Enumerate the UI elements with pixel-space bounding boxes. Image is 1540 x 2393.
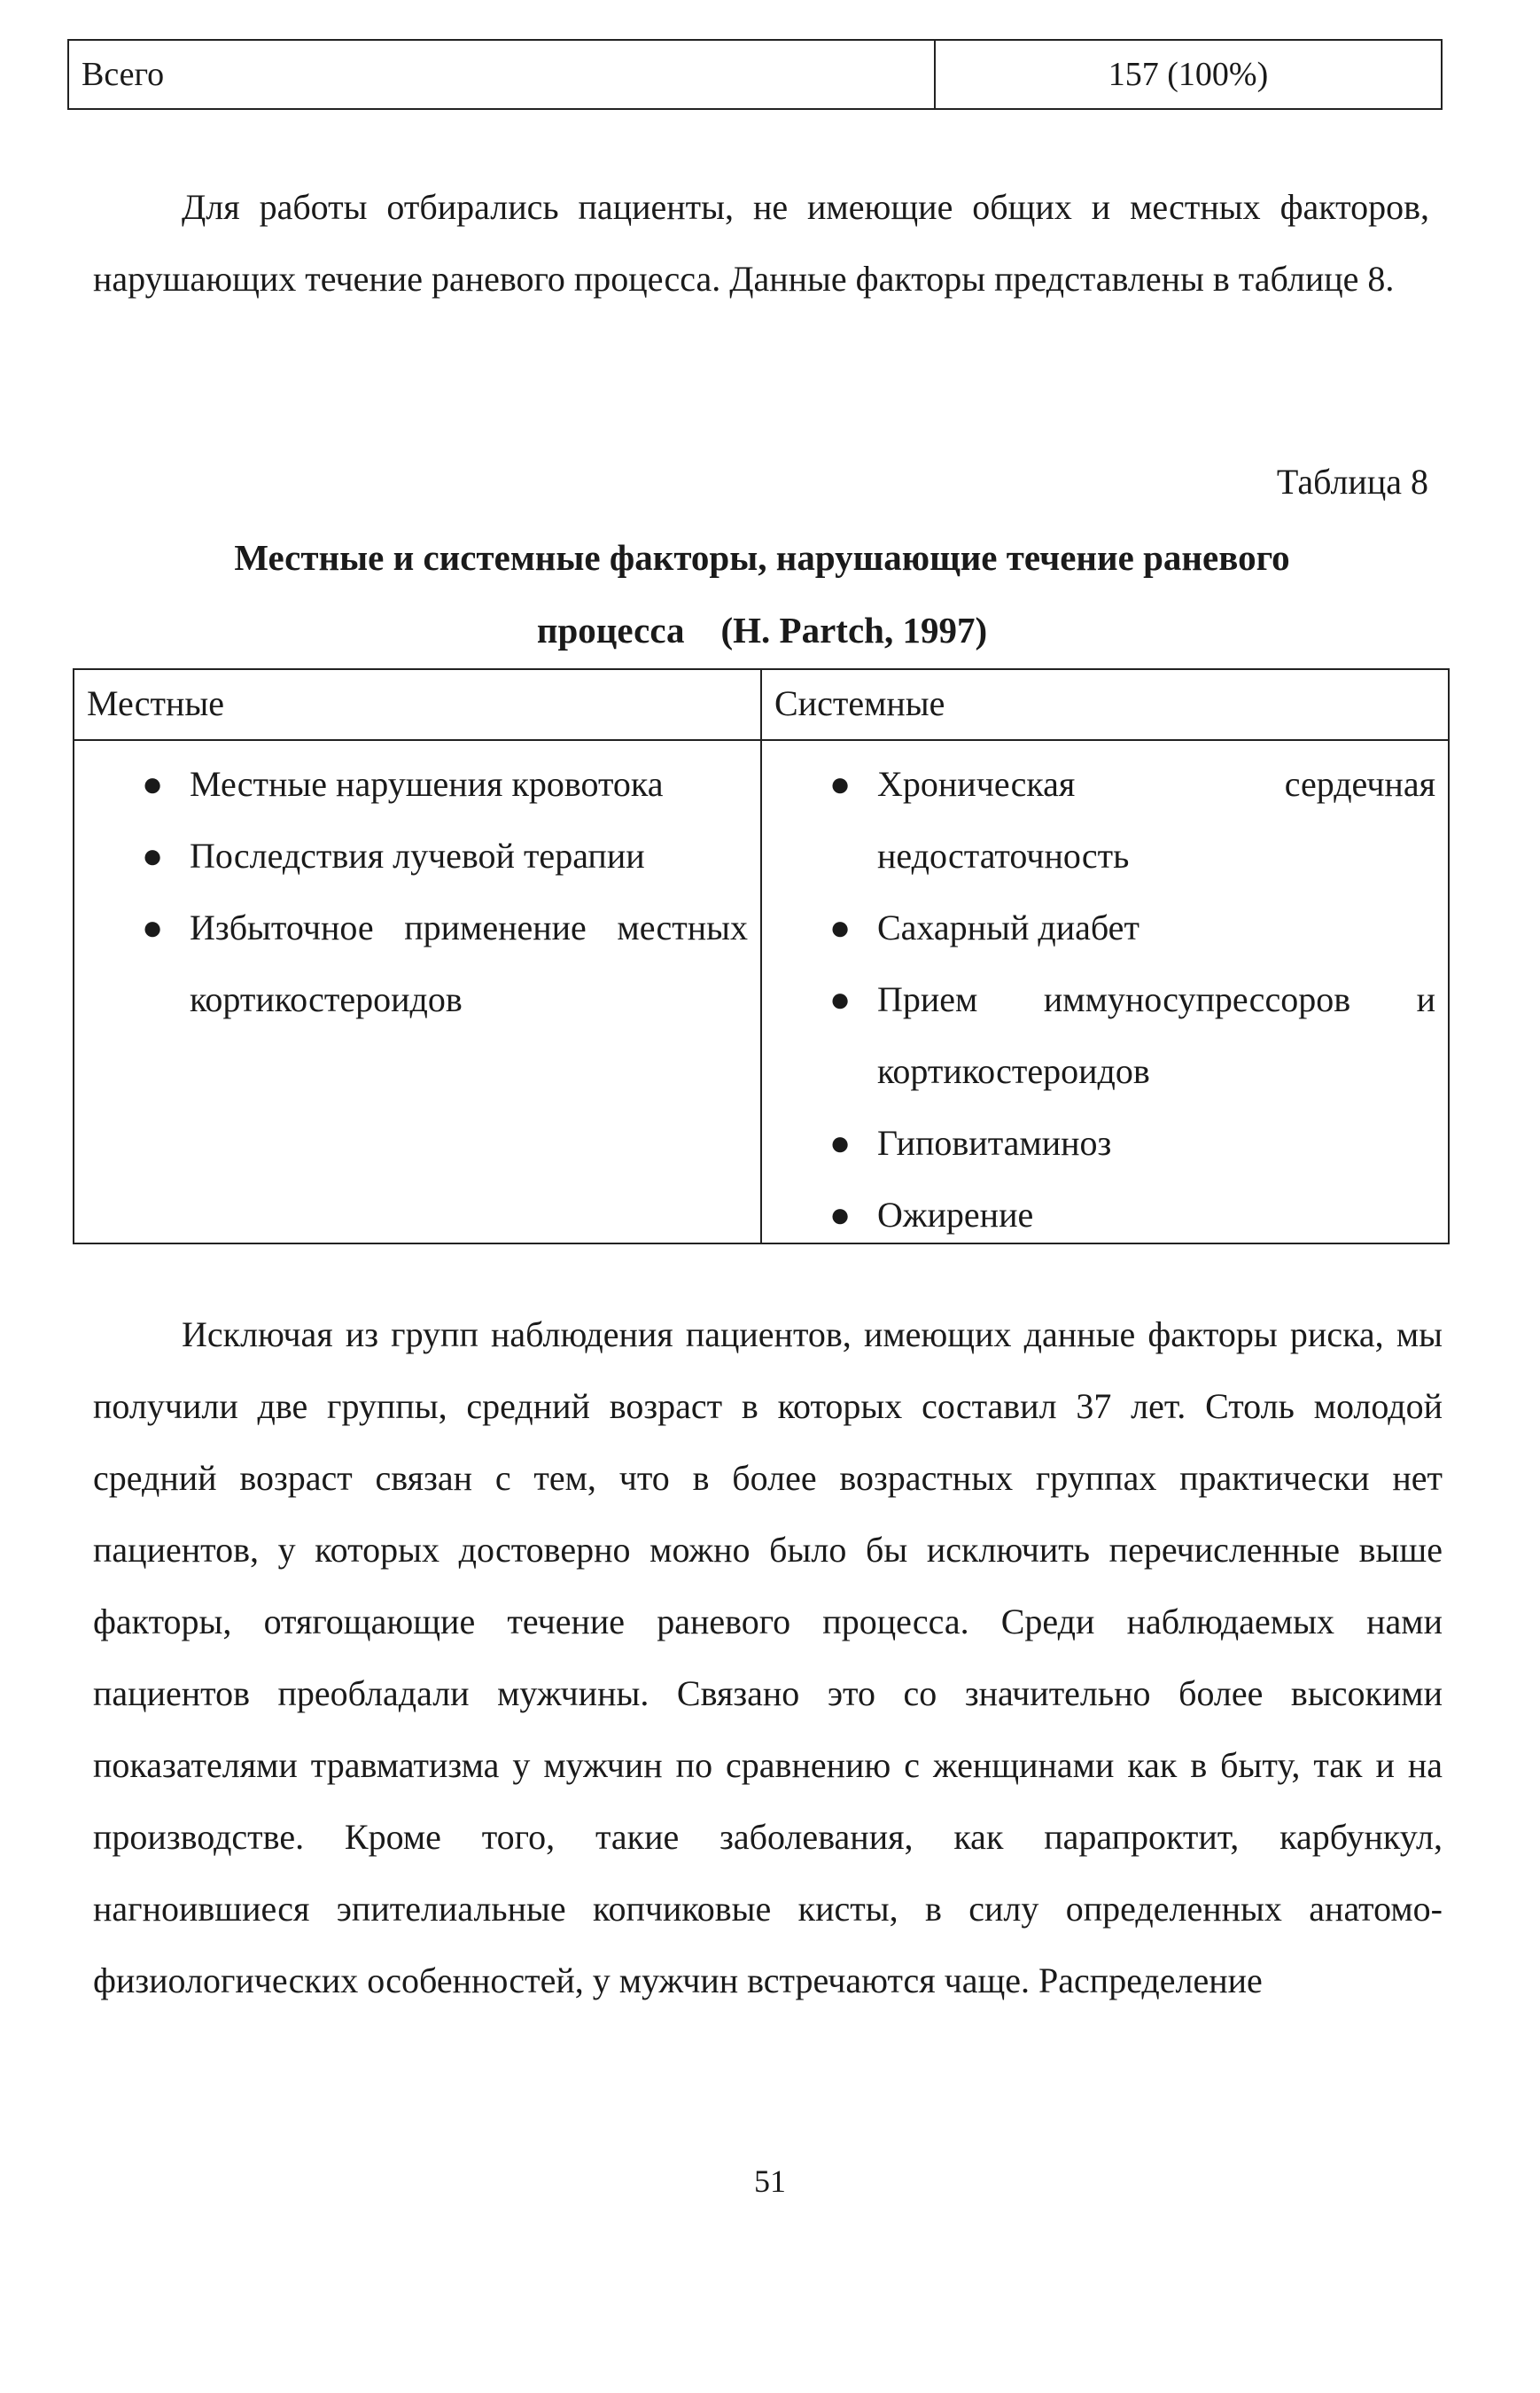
list-item: ● Избыточное применение местных кортикостероидов [87,892,748,1035]
systemic-factors-list [762,741,1448,1251]
header-systemic: Системные [774,683,945,723]
local-factors-column [74,741,762,1243]
paragraph-main: Исключая из групп наблюдения пациентов, имеющих данные факторы риска, мы получили две группы, средний возраст в которых составил 37 лет. Столь молодой средний возраст связан с тем, что в более возрастных группах практически нет пациентов, у которых достоверно можно было бы исключить перечисленные выше факторы, отягощающие течение раневого процесса. Среди наблюдаемых нами пациентов преобладали мужчины. Связано это со значительно более высокими показателями травматизма у мужчин по сравнению с женщинами как в быту, так и на производстве. Кроме того, такие заболевания, как парапроктит, карбункул, нагноившиеся эпителиальные копчиковые кисты, в силу определенных анатомо-физиологических особенностей, у мужчин встречаются чаще. Распределение [93,1314,1443,2000]
table-title-line-2: процесса (H. Partch, 1997) [536,610,988,651]
bullet-icon: ● [142,836,164,876]
paragraph-intro: Для работы отбирались пациенты, не имеющие общих и местных факторов, нарушающих течение раневого процесса. Данные факторы представлены в таблице 8. [93,187,1429,299]
bullet-icon: ● [829,1123,852,1163]
list-item: ● Сахарный диабет [774,892,1435,963]
summary-value: 157 (100%) [1108,56,1269,93]
bullet-icon: ● [142,908,164,947]
list-item: ● Ожирение [774,1179,1435,1251]
bullet-icon: ● [829,908,852,947]
page-number: 51 [754,2163,786,2199]
table-title [124,521,1400,666]
bullet-icon: ● [829,979,852,1019]
bullet-icon: ● [142,764,164,804]
summary-label: Всего [69,41,936,108]
systemic-factors-column [762,741,1448,1243]
factors-table-header [74,670,1448,741]
factors-table-body [74,741,1448,1243]
list-item: ● Гиповитаминоз [774,1107,1435,1179]
header-local: Местные [74,670,762,739]
bullet-icon: ● [829,764,852,804]
table-caption: Таблица 8 [1276,462,1428,502]
bullet-icon: ● [829,1195,852,1235]
list-item: ● Прием иммуносупрессоров и кортикостероидов [774,963,1435,1107]
summary-table [67,39,1443,110]
factors-table [73,668,1450,1244]
local-factors-list [74,741,760,1035]
table-title-line-1: Местные и системные факторы, нарушающие течение раневого [234,537,1290,578]
list-item: ● Последствия лучевой терапии [87,820,748,892]
list-item: ● Хроническая сердечная недостаточность [774,748,1435,892]
list-item: ● Местные нарушения кровотока [87,748,748,820]
